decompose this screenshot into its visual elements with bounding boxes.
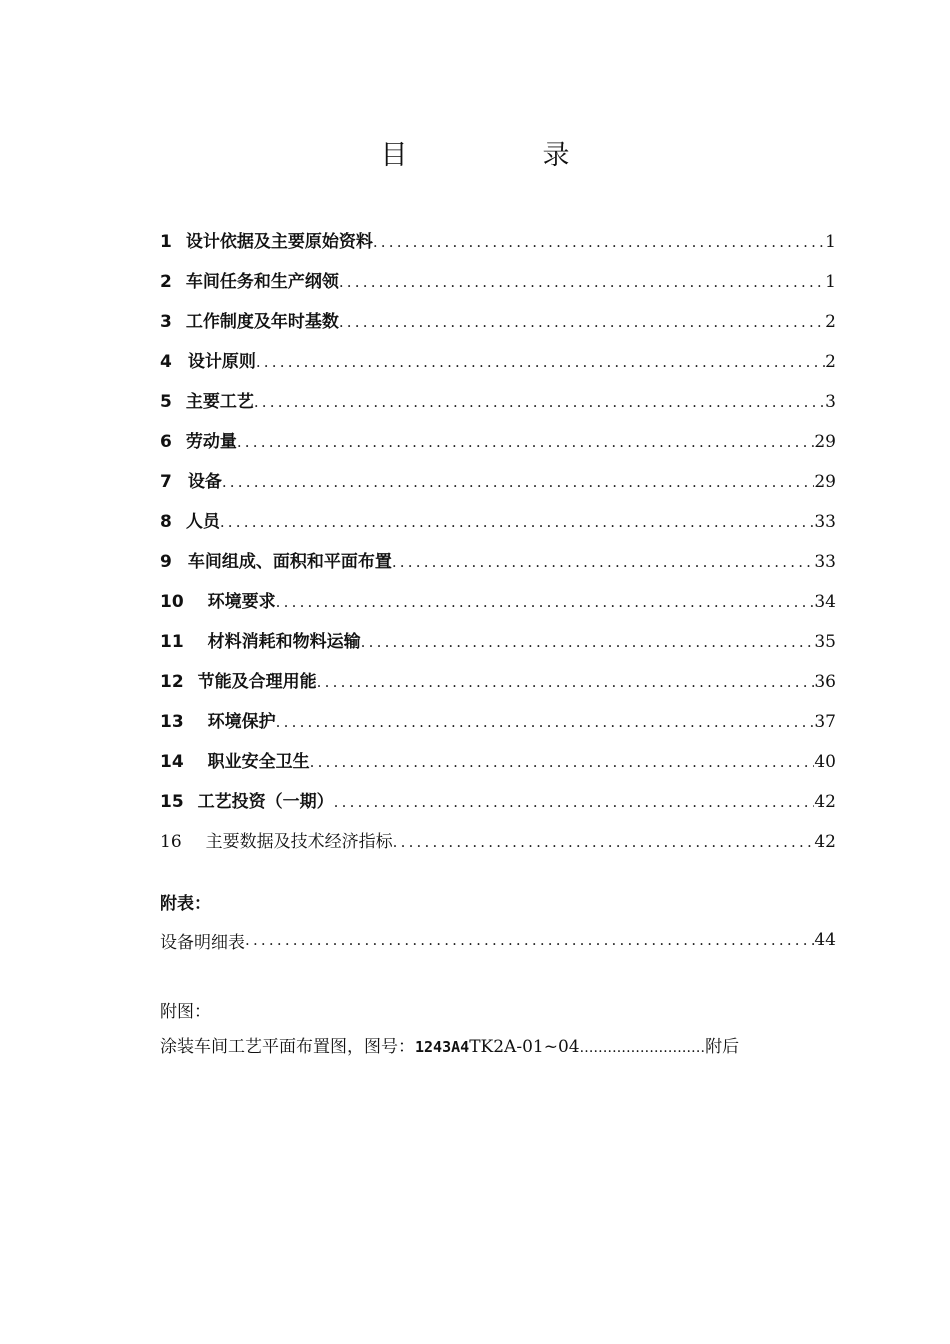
toc-number: 7 [160, 472, 172, 492]
toc-leader-dots [276, 710, 815, 734]
toc-number: 15 [160, 792, 184, 812]
toc-page-number: 36 [814, 672, 836, 692]
toc-label: 环境要求 [207, 592, 276, 612]
toc-leader-dots [256, 350, 825, 374]
toc-page-number: 33 [814, 512, 836, 532]
toc-page-number: 29 [814, 432, 836, 452]
toc-page-number: 1 [825, 232, 836, 252]
toc-page-number: 35 [814, 632, 836, 652]
toc-page-number: 40 [814, 752, 836, 772]
toc-leader-dots [254, 390, 825, 414]
toc-number: 16 [160, 832, 182, 852]
toc-row [160, 422, 836, 462]
toc-label: 车间组成、面积和平面布置 [187, 552, 392, 572]
toc-label: 职业安全卫生 [207, 752, 310, 772]
toc-leader-dots [393, 830, 815, 854]
toc-label: 设计原则 [187, 352, 256, 372]
toc-number: 6 [160, 432, 172, 452]
toc-page-number: 1 [825, 272, 836, 292]
toc-leader-dots [220, 510, 815, 534]
toc-label: 车间任务和生产纲领 [185, 272, 339, 292]
appendix-table-page: 44 [814, 930, 836, 950]
toc-leader-dots [373, 230, 825, 254]
toc-row [160, 742, 836, 782]
toc-number: 13 [160, 712, 184, 732]
toc-number: 10 [160, 592, 184, 612]
toc-leader-dots [334, 790, 815, 814]
toc-page-number: 33 [814, 552, 836, 572]
toc-page-number: 2 [825, 352, 836, 372]
toc-label: 材料消耗和物料运输 [207, 632, 361, 652]
toc-leader-dots [317, 670, 815, 694]
toc-row [160, 462, 836, 502]
table-of-contents [160, 222, 836, 862]
toc-leader-dots [237, 430, 815, 454]
toc-page-number: 42 [814, 792, 836, 812]
appendix-figure-code-rest: TK2A-01~04 [469, 1037, 580, 1057]
toc-row [160, 582, 836, 622]
toc-number: 5 [160, 392, 172, 412]
toc-number: 8 [160, 512, 172, 532]
toc-label: 设备 [187, 472, 222, 492]
toc-label: 节能及合理用能 [197, 672, 317, 692]
toc-label: 劳动量 [185, 432, 237, 452]
appendix-table-entry [160, 920, 836, 960]
toc-leader-dots [361, 630, 815, 654]
toc-page-number: 3 [825, 392, 836, 412]
toc-label: 工作制度及年时基数 [185, 312, 339, 332]
toc-number: 1 [160, 232, 172, 252]
toc-leader-dots [276, 590, 815, 614]
toc-label: 主要数据及技术经济指标 [205, 832, 393, 852]
toc-row [160, 302, 836, 342]
appendix-figure-label: 涂装车间工艺平面布置图，图号： [160, 1037, 415, 1057]
toc-page-number: 29 [814, 472, 836, 492]
toc-row [160, 622, 836, 662]
appendix-figure-suffix: 附后 [705, 1037, 740, 1057]
toc-page-number: 2 [825, 312, 836, 332]
toc-label: 设计依据及主要原始资料 [185, 232, 373, 252]
toc-number: 11 [160, 632, 184, 652]
toc-row [160, 662, 836, 702]
toc-label: 环境保护 [207, 712, 276, 732]
toc-row [160, 342, 836, 382]
toc-leader-dots [392, 550, 815, 574]
toc-number: 4 [160, 352, 172, 372]
toc-number: 14 [160, 752, 184, 772]
toc-label: 人员 [185, 512, 220, 532]
toc-page-number: 37 [814, 712, 836, 732]
appendix-figure-entry [160, 1033, 739, 1062]
appendix-figure-dots: ........................... [579, 1040, 706, 1056]
toc-label: 主要工艺 [185, 392, 254, 412]
toc-page-number: 42 [814, 832, 836, 852]
toc-row [160, 782, 836, 822]
toc-leader-dots [245, 931, 814, 949]
toc-number: 3 [160, 312, 172, 332]
appendix-figures-heading: 附图： [160, 1002, 211, 1022]
toc-row [160, 262, 836, 302]
toc-number: 9 [160, 552, 172, 572]
toc-row [160, 822, 836, 862]
toc-number: 12 [160, 672, 184, 692]
toc-leader-dots [339, 270, 825, 294]
toc-row [160, 222, 836, 262]
toc-row [160, 382, 836, 422]
appendix-tables-heading: 附表： [160, 894, 211, 914]
toc-leader-dots [222, 470, 815, 494]
toc-page-number: 34 [814, 592, 836, 612]
toc-row [160, 702, 836, 742]
toc-leader-dots [339, 310, 825, 334]
toc-row [160, 502, 836, 542]
toc-label: 工艺投资（一期） [197, 792, 334, 812]
appendix-figure-code: 1243A4 [415, 1038, 470, 1056]
toc-row [160, 542, 836, 582]
page-title: 目 录 [380, 140, 624, 171]
toc-leader-dots [310, 750, 815, 774]
toc-number: 2 [160, 272, 172, 292]
appendix-table-label: 设备明细表 [160, 932, 245, 953]
